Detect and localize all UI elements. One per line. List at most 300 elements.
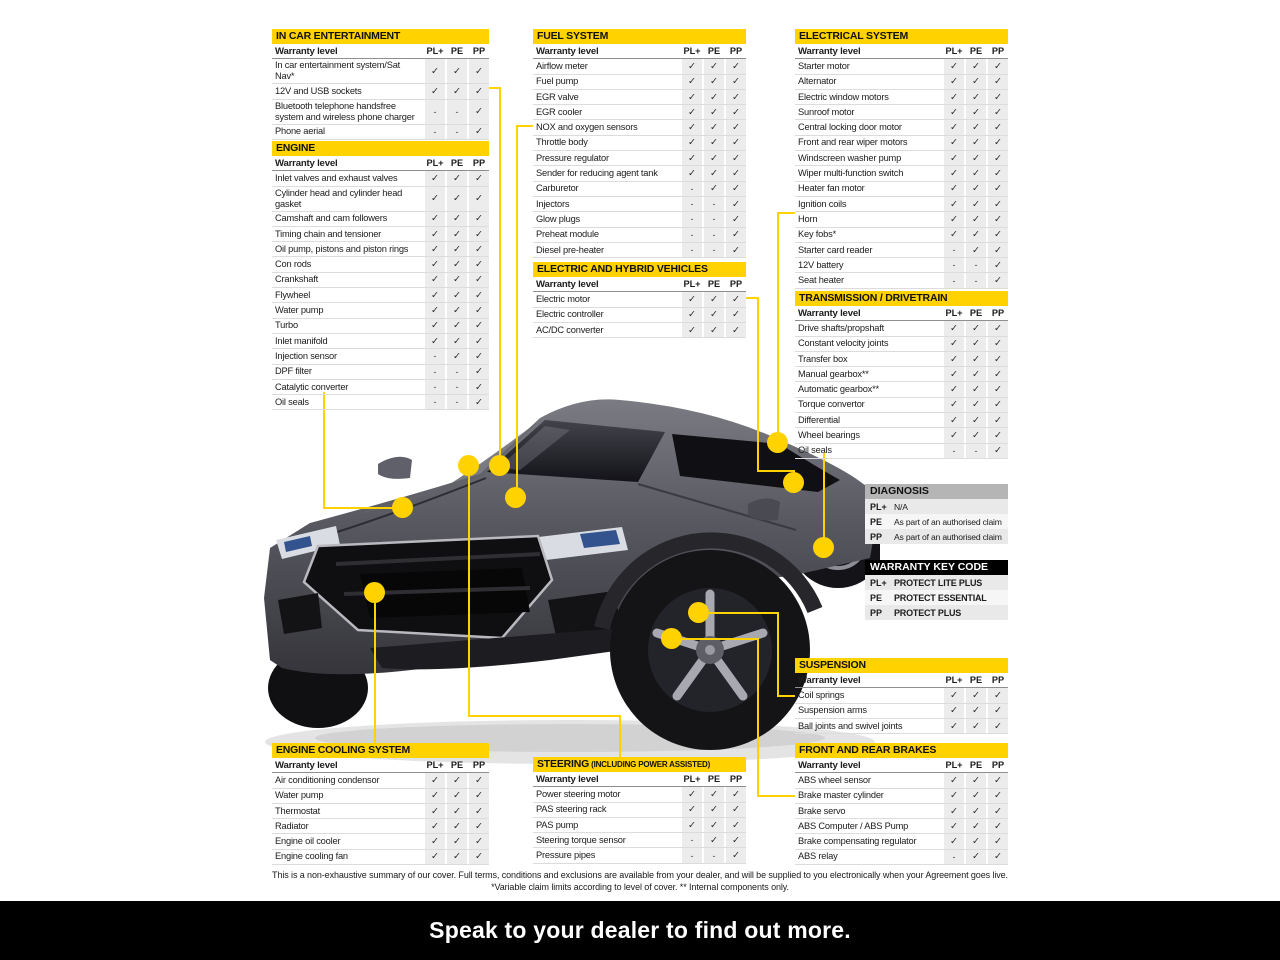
check-cell: - [425,349,445,363]
column-header-label: Warranty level [798,674,861,686]
check-cell: - [425,125,445,139]
table-row [533,787,746,802]
table-row [795,428,1008,443]
table-header-row [795,673,1008,688]
table-electrical-system [795,29,1008,289]
table-row [272,288,489,303]
column-header-PL+: PL+ [683,774,701,785]
row-label: Oil seals [275,396,309,407]
table-title: WARRANTY KEY CODE [865,560,1008,575]
table-row [533,182,746,197]
column-header-PL+: PL+ [945,760,963,771]
check-cell: ✓ [682,120,702,134]
check-cell: ✓ [726,151,746,165]
table-title [533,29,746,44]
check-cell: ✓ [988,258,1008,272]
check-cell: ✓ [469,319,489,333]
column-header-PP: PP [991,308,1005,319]
row-label: Drive shafts/propshaft [798,322,885,333]
check-cell: ✓ [988,382,1008,396]
check-cell: ✓ [447,59,467,83]
table-electric-hybrid [533,262,746,338]
table-title-text: FRONT AND REAR BRAKES [799,744,937,756]
column-header-PE: PE [707,774,721,785]
check-cell: ✓ [425,334,445,348]
check-cell: ✓ [469,59,489,83]
callout-dot-brakes [661,628,682,649]
table-row [533,228,746,243]
check-cell: ✓ [469,288,489,302]
table-row [795,773,1008,788]
column-header-PP: PP [991,675,1005,686]
column-header-PL+: PL+ [426,158,444,169]
table-warranty-key-code [865,560,1008,620]
table-row [795,105,1008,120]
check-cell: ✓ [944,197,964,211]
check-cell: ✓ [469,242,489,256]
kv-value: PROTECT PLUS [894,607,962,618]
check-cell: - [966,444,986,458]
check-cell: ✓ [425,789,445,803]
check-cell: - [447,125,467,139]
table-front-rear-brakes [795,743,1008,865]
check-cell: ✓ [988,321,1008,335]
column-header-label: Warranty level [798,45,861,57]
table-row [272,834,489,849]
table-in-car-entertainment [272,29,489,140]
table-row [865,514,1008,529]
check-cell: ✓ [988,337,1008,351]
check-cell: ✓ [944,819,964,833]
check-cell: ✓ [682,151,702,165]
check-cell: ✓ [944,352,964,366]
callout-dot-steering [458,455,479,476]
table-title [795,658,1008,673]
table-row [795,688,1008,703]
row-label: Sender for reducing agent tank [536,168,658,179]
check-cell: ✓ [726,292,746,306]
check-cell: ✓ [704,308,724,322]
check-cell: ✓ [988,719,1008,733]
check-cell: ✓ [447,242,467,256]
check-cell: - [944,273,964,287]
row-label: ABS relay [798,851,838,862]
check-cell: ✓ [469,773,489,787]
row-label: EGR cooler [536,106,583,117]
table-row [272,804,489,819]
column-header-PP: PP [729,774,743,785]
check-cell: ✓ [988,151,1008,165]
check-cell: - [682,212,702,226]
row-label: Power steering motor [536,788,621,799]
check-cell: ✓ [944,212,964,226]
check-cell: ✓ [447,288,467,302]
check-cell: ✓ [469,257,489,271]
table-row [795,136,1008,151]
row-label: Seat heater [798,275,844,286]
check-cell: ✓ [469,187,489,211]
check-cell: ✓ [469,850,489,864]
check-cell: ✓ [726,90,746,104]
check-cell: ✓ [726,59,746,73]
row-label: Catalytic converter [275,381,349,392]
check-cell: ✓ [704,803,724,817]
column-header-PP: PP [472,158,486,169]
row-label: Fuel pump [536,76,579,87]
check-cell: ✓ [425,212,445,226]
row-label: Sunroof motor [798,106,855,117]
check-cell: ✓ [944,789,964,803]
table-title [533,262,746,277]
check-cell: ✓ [682,323,702,337]
column-header-PP: PP [729,279,743,290]
check-cell: ✓ [469,819,489,833]
check-cell: ✓ [944,834,964,848]
table-row [272,365,489,380]
check-cell: ✓ [988,367,1008,381]
check-cell: - [704,848,724,862]
row-label: Electric window motors [798,91,889,102]
row-label: Transfer box [798,353,848,364]
leader-line-brakes [672,638,759,640]
table-row [272,187,489,212]
check-cell: ✓ [944,367,964,381]
table-header-row [272,156,489,171]
table-row [865,499,1008,514]
table-row [795,197,1008,212]
check-cell: ✓ [726,243,746,257]
column-header-PE: PE [707,279,721,290]
table-row [795,182,1008,197]
row-label: Electric motor [536,293,591,304]
check-cell: ✓ [944,428,964,442]
check-cell: ✓ [966,789,986,803]
check-cell: ✓ [469,804,489,818]
check-cell: ✓ [944,804,964,818]
callout-dot-suspension [688,602,709,623]
row-label: Phone aerial [275,126,325,137]
check-cell: ✓ [704,292,724,306]
check-cell: ✓ [966,75,986,89]
table-row [865,529,1008,544]
table-row [272,303,489,318]
column-header-label: Warranty level [275,45,338,57]
check-cell: ✓ [944,105,964,119]
check-cell: - [682,848,702,862]
column-header-PL+: PL+ [683,46,701,57]
check-cell: ✓ [988,850,1008,864]
table-row [795,834,1008,849]
row-label: Engine cooling fan [275,851,348,862]
check-cell: ✓ [704,182,724,196]
check-cell: ✓ [988,90,1008,104]
check-cell: ✓ [469,273,489,287]
row-label: Glow plugs [536,213,580,224]
check-cell: ✓ [988,120,1008,134]
check-cell: ✓ [966,136,986,150]
check-cell: ✓ [944,182,964,196]
check-cell: ✓ [425,319,445,333]
row-label: Steering torque sensor [536,834,626,845]
column-header-PE: PE [969,675,983,686]
check-cell: ✓ [447,273,467,287]
check-cell: ✓ [704,323,724,337]
check-cell: ✓ [988,136,1008,150]
row-label: Injectors [536,198,570,209]
table-row [865,590,1008,605]
row-label: Pressure pipes [536,850,596,861]
check-cell: ✓ [988,444,1008,458]
leader-line-steering [468,715,621,717]
row-label: Engine oil cooler [275,836,341,847]
check-cell: - [966,258,986,272]
check-cell: - [425,100,445,124]
check-cell: ✓ [966,166,986,180]
check-cell: ✓ [966,367,986,381]
row-label: PAS pump [536,819,579,830]
table-title-text: TRANSMISSION / DRIVETRAIN [799,292,948,304]
check-cell: - [447,100,467,124]
check-cell: ✓ [704,818,724,832]
check-cell: ✓ [944,120,964,134]
row-label: Carburetor [536,183,579,194]
column-header-PP: PP [729,46,743,57]
check-cell: ✓ [469,789,489,803]
footnote [0,869,1280,893]
table-title-text: ELECTRICAL SYSTEM [799,30,908,42]
table-title [795,743,1008,758]
check-cell: ✓ [726,803,746,817]
row-label: Flywheel [275,289,311,300]
check-cell: ✓ [469,834,489,848]
check-cell: ✓ [682,308,702,322]
check-cell: ✓ [944,90,964,104]
row-label: Oil pump, pistons and piston rings [275,243,409,254]
check-cell: ✓ [966,120,986,134]
check-cell: ✓ [966,228,986,242]
row-label: Horn [798,213,818,224]
callout-dot-fuel-system [505,487,526,508]
table-row [272,850,489,865]
check-cell: ✓ [469,365,489,379]
row-label: ABS wheel sensor [798,774,871,785]
check-cell: - [425,380,445,394]
check-cell: ✓ [425,59,445,83]
kv-key: PE [870,592,883,603]
check-cell: ✓ [988,704,1008,718]
check-cell: ✓ [469,125,489,139]
column-header-label: Warranty level [798,759,861,771]
table-row [795,75,1008,90]
check-cell: ✓ [682,803,702,817]
table-title [272,743,489,758]
check-cell: - [682,833,702,847]
table-row [533,151,746,166]
table-title [795,29,1008,44]
cta-text: Speak to your dealer to find out more. [429,917,851,943]
check-cell: ✓ [425,850,445,864]
table-row [533,818,746,833]
check-cell: ✓ [966,773,986,787]
kv-key: PL+ [870,501,887,512]
check-cell: ✓ [447,789,467,803]
check-cell: ✓ [726,848,746,862]
column-header-PL+: PL+ [426,760,444,771]
check-cell: ✓ [469,171,489,185]
row-label: Alternator [798,76,837,87]
row-label: Air conditioning condensor [275,774,380,785]
leader-line-electric-hybrid [757,470,794,472]
check-cell: ✓ [726,182,746,196]
check-cell: ✓ [944,398,964,412]
leader-line-electric-hybrid [757,297,759,472]
table-row [533,833,746,848]
leader-line-brakes [757,795,795,797]
table-title: DIAGNOSIS [865,484,1008,499]
kv-key: PP [870,531,883,542]
check-cell: ✓ [704,787,724,801]
column-header-label: Warranty level [536,45,599,57]
row-label: Inlet manifold [275,335,328,346]
row-label: Preheat module [536,229,599,240]
leader-line-electrical [778,212,795,214]
check-cell: ✓ [704,75,724,89]
table-row [795,166,1008,181]
check-cell: ✓ [988,804,1008,818]
check-cell: ✓ [988,182,1008,196]
check-cell: - [704,197,724,211]
row-label: Water pump [275,305,324,316]
table-row [533,212,746,227]
table-row [795,444,1008,459]
check-cell: ✓ [988,428,1008,442]
table-suspension [795,658,1008,734]
row-label: Starter motor [798,60,850,71]
check-cell: ✓ [966,819,986,833]
check-cell: ✓ [682,166,702,180]
table-row [533,308,746,323]
table-row [272,171,489,186]
row-label: In car entertainment system/Sat Nav* [275,60,401,82]
check-cell: ✓ [425,187,445,211]
row-label: Electric controller [536,309,604,320]
check-cell: ✓ [682,59,702,73]
row-label: Oil seals [798,445,832,456]
table-row [272,212,489,227]
check-cell: ✓ [469,84,489,98]
check-cell: ✓ [726,136,746,150]
check-cell: ✓ [966,182,986,196]
leader-line-fuel-system [516,125,518,498]
kv-value: As part of an authorised claim [894,516,1002,527]
check-cell: ✓ [447,171,467,185]
table-row [533,75,746,90]
check-cell: - [944,258,964,272]
row-label: Suspension arms [798,705,867,716]
table-header-row [795,306,1008,321]
check-cell: ✓ [447,227,467,241]
row-label: Front and rear wiper motors [798,137,908,148]
table-header-row [533,44,746,59]
table-header-row [533,277,746,292]
callout-dot-engine [392,497,413,518]
check-cell: ✓ [726,228,746,242]
row-label: DPF filter [275,366,312,377]
check-cell: ✓ [988,59,1008,73]
check-cell: ✓ [966,212,986,226]
check-cell: ✓ [944,337,964,351]
table-row [272,59,489,84]
check-cell: ✓ [447,187,467,211]
row-label: Bluetooth telephone handsfree system and wireless phone charger [275,100,415,122]
column-header-PE: PE [969,46,983,57]
table-row [795,398,1008,413]
check-cell: ✓ [726,787,746,801]
row-label: Manual gearbox** [798,368,869,379]
table-row [795,59,1008,74]
check-cell: ✓ [682,818,702,832]
check-cell: ✓ [726,75,746,89]
check-cell: ✓ [425,273,445,287]
check-cell: - [682,228,702,242]
table-transmission [795,291,1008,459]
leader-line-engine [323,507,403,509]
table-row [795,367,1008,382]
check-cell: ✓ [682,75,702,89]
column-header-label: Warranty level [798,307,861,319]
table-header-row [272,44,489,59]
check-cell: - [447,380,467,394]
row-label: Brake master cylinder [798,790,884,801]
check-cell: ✓ [469,303,489,317]
table-title-text: ELECTRIC AND HYBRID VEHICLES [537,263,708,275]
column-header-PL+: PL+ [683,279,701,290]
column-header-PP: PP [472,760,486,771]
callout-dot-electric-hybrid [783,472,804,493]
check-cell: ✓ [988,819,1008,833]
table-fuel-system [533,29,746,258]
check-cell: ✓ [425,84,445,98]
row-label: Timing chain and tensioner [275,228,382,239]
check-cell: ✓ [726,323,746,337]
check-cell: ✓ [682,136,702,150]
column-header-PE: PE [450,158,464,169]
table-row [795,90,1008,105]
table-title-text: SUSPENSION [799,659,866,671]
check-cell: ✓ [988,834,1008,848]
table-title-text: IN CAR ENTERTAINMENT [276,30,401,42]
leader-line-in-car-entertainment [499,87,501,466]
check-cell: ✓ [469,227,489,241]
table-row [272,819,489,834]
table-row [533,136,746,151]
check-cell: ✓ [425,834,445,848]
check-cell: ✓ [944,773,964,787]
check-cell: - [425,395,445,409]
check-cell: ✓ [966,352,986,366]
check-cell: ✓ [966,243,986,257]
row-label: EGR valve [536,91,579,102]
table-row [533,803,746,818]
row-label: Camshaft and cam followers [275,213,388,224]
table-row [272,257,489,272]
check-cell: - [682,243,702,257]
row-label: Torque convertor [798,399,865,410]
leader-line-transmission [823,453,825,548]
check-cell: ✓ [944,136,964,150]
row-label: Coil springs [798,689,845,700]
check-cell: ✓ [966,428,986,442]
